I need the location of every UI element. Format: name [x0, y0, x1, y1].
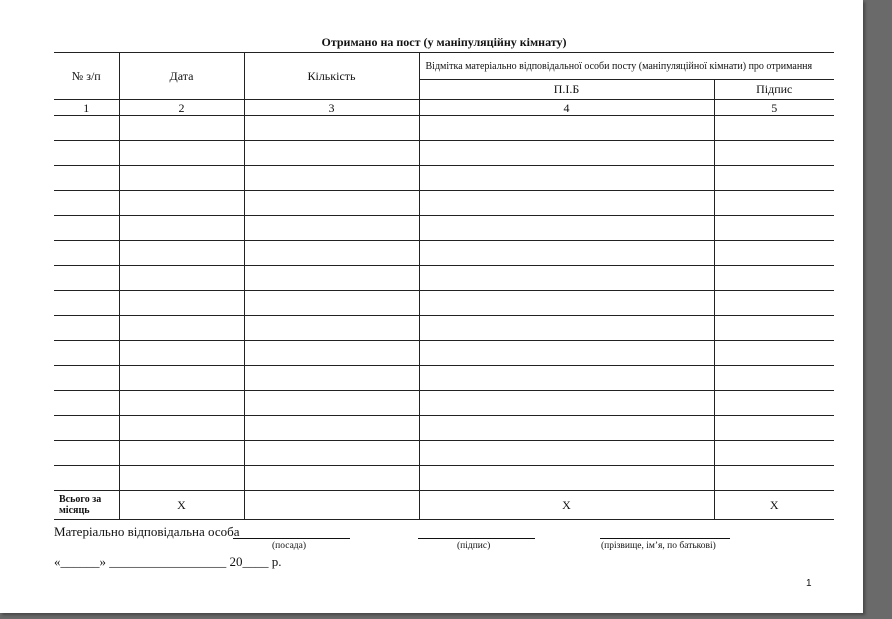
- table-row: [54, 316, 834, 341]
- row-quantity-cell[interactable]: [244, 116, 419, 141]
- header-row: [54, 53, 834, 80]
- table-row: [54, 141, 834, 166]
- column-number: 4: [419, 100, 714, 116]
- row-number-cell[interactable]: [54, 391, 119, 416]
- row-quantity-cell[interactable]: [244, 166, 419, 191]
- row-number-cell[interactable]: [54, 316, 119, 341]
- row-signature-cell[interactable]: [714, 391, 834, 416]
- column-number: 2: [119, 100, 244, 116]
- total-date-x: Х: [119, 491, 244, 520]
- row-quantity-cell[interactable]: [244, 266, 419, 291]
- table-row: [54, 291, 834, 316]
- row-signature-cell[interactable]: [714, 266, 834, 291]
- row-signature-cell[interactable]: [714, 416, 834, 441]
- row-number-cell[interactable]: [54, 341, 119, 366]
- header-mark: Відмітка матеріально відповідальної особи посту (маніпуляційної кімнати) про отримання: [419, 53, 834, 80]
- row-name-cell[interactable]: [419, 191, 714, 216]
- date-line: «______» __________________ 20____ р.: [54, 554, 282, 569]
- total-label: Всього за місяць: [54, 491, 119, 520]
- row-quantity-cell[interactable]: [244, 366, 419, 391]
- row-signature-cell[interactable]: [714, 316, 834, 341]
- column-number: 1: [54, 100, 119, 116]
- total-signature-x: Х: [714, 491, 834, 520]
- total-row: [54, 491, 834, 520]
- row-signature-cell[interactable]: [714, 441, 834, 466]
- row-date-cell[interactable]: [119, 191, 244, 216]
- table-row: [54, 466, 834, 491]
- row-name-cell[interactable]: [419, 341, 714, 366]
- row-signature-cell[interactable]: [714, 116, 834, 141]
- page-title: Отримано на пост (у маніпуляційну кімнату): [321, 35, 567, 49]
- row-name-cell[interactable]: [419, 216, 714, 241]
- row-signature-cell[interactable]: [714, 466, 834, 491]
- row-number-cell[interactable]: [54, 441, 119, 466]
- table-row: [54, 416, 834, 441]
- row-name-cell[interactable]: [419, 266, 714, 291]
- row-number-cell[interactable]: [54, 141, 119, 166]
- row-name-cell[interactable]: [419, 366, 714, 391]
- row-number-cell[interactable]: [54, 116, 119, 141]
- row-quantity-cell[interactable]: [244, 391, 419, 416]
- row-date-cell[interactable]: [119, 266, 244, 291]
- row-date-cell[interactable]: [119, 141, 244, 166]
- row-quantity-cell[interactable]: [244, 216, 419, 241]
- row-name-cell[interactable]: [419, 466, 714, 491]
- row-quantity-cell[interactable]: [244, 341, 419, 366]
- row-name-cell[interactable]: [419, 416, 714, 441]
- row-signature-cell[interactable]: [714, 341, 834, 366]
- position-line[interactable]: [233, 538, 350, 539]
- row-number-cell[interactable]: [54, 166, 119, 191]
- row-quantity-cell[interactable]: [244, 291, 419, 316]
- row-number-cell[interactable]: [54, 216, 119, 241]
- row-quantity-cell[interactable]: [244, 316, 419, 341]
- row-signature-cell[interactable]: [714, 191, 834, 216]
- column-number: 5: [714, 100, 834, 116]
- header-date: Дата: [119, 53, 244, 100]
- row-date-cell[interactable]: [119, 416, 244, 441]
- row-signature-cell[interactable]: [714, 141, 834, 166]
- table-row: [54, 191, 834, 216]
- row-signature-cell[interactable]: [714, 166, 834, 191]
- table-row: [54, 391, 834, 416]
- row-date-cell[interactable]: [119, 291, 244, 316]
- row-number-cell[interactable]: [54, 416, 119, 441]
- row-date-cell[interactable]: [119, 216, 244, 241]
- row-date-cell[interactable]: [119, 441, 244, 466]
- header-name: П.І.Б: [419, 80, 714, 100]
- row-date-cell[interactable]: [119, 391, 244, 416]
- table-row: [54, 266, 834, 291]
- header-number: № з/п: [54, 53, 119, 100]
- row-number-cell[interactable]: [54, 191, 119, 216]
- fullname-line[interactable]: [600, 538, 730, 539]
- signature-line[interactable]: [418, 538, 535, 539]
- row-name-cell[interactable]: [419, 441, 714, 466]
- row-signature-cell[interactable]: [714, 366, 834, 391]
- table-row: [54, 366, 834, 391]
- row-name-cell[interactable]: [419, 116, 714, 141]
- row-date-cell[interactable]: [119, 166, 244, 191]
- table-row: [54, 116, 834, 141]
- receipt-table: [54, 52, 834, 520]
- row-quantity-cell[interactable]: [244, 441, 419, 466]
- row-name-cell[interactable]: [419, 316, 714, 341]
- row-date-cell[interactable]: [119, 241, 244, 266]
- signature-caption: (підпис): [457, 541, 491, 551]
- row-name-cell[interactable]: [419, 141, 714, 166]
- row-quantity-cell[interactable]: [244, 141, 419, 166]
- row-number-cell[interactable]: [54, 466, 119, 491]
- row-quantity-cell[interactable]: [244, 241, 419, 266]
- row-signature-cell[interactable]: [714, 291, 834, 316]
- row-date-cell[interactable]: [119, 366, 244, 391]
- row-date-cell[interactable]: [119, 316, 244, 341]
- fullname-caption: (прізвище, ім’я, по батькові): [601, 541, 716, 551]
- row-number-cell[interactable]: [54, 291, 119, 316]
- table-row: [54, 241, 834, 266]
- row-quantity-cell[interactable]: [244, 416, 419, 441]
- row-name-cell[interactable]: [419, 391, 714, 416]
- table-row: [54, 166, 834, 191]
- total-quantity-cell[interactable]: [244, 491, 419, 520]
- header-signature: Підпис: [714, 80, 834, 100]
- row-date-cell[interactable]: [119, 116, 244, 141]
- header-quantity: Кількість: [244, 53, 419, 100]
- row-date-cell[interactable]: [119, 341, 244, 366]
- table-row: [54, 216, 834, 241]
- row-quantity-cell[interactable]: [244, 191, 419, 216]
- row-signature-cell[interactable]: [714, 241, 834, 266]
- row-name-cell[interactable]: [419, 291, 714, 316]
- row-number-cell[interactable]: [54, 366, 119, 391]
- table-row: [54, 441, 834, 466]
- table-row: [54, 341, 834, 366]
- row-name-cell[interactable]: [419, 166, 714, 191]
- responsible-label: Матеріально відповідальна особа: [54, 524, 240, 539]
- row-date-cell[interactable]: [119, 466, 244, 491]
- page-number: 1: [806, 578, 812, 589]
- row-quantity-cell[interactable]: [244, 466, 419, 491]
- column-numbers-row: [54, 100, 834, 116]
- row-number-cell[interactable]: [54, 241, 119, 266]
- position-caption: (посада): [272, 541, 306, 551]
- row-number-cell[interactable]: [54, 266, 119, 291]
- row-signature-cell[interactable]: [714, 216, 834, 241]
- row-name-cell[interactable]: [419, 241, 714, 266]
- column-number: 3: [244, 100, 419, 116]
- total-name-x: Х: [419, 491, 714, 520]
